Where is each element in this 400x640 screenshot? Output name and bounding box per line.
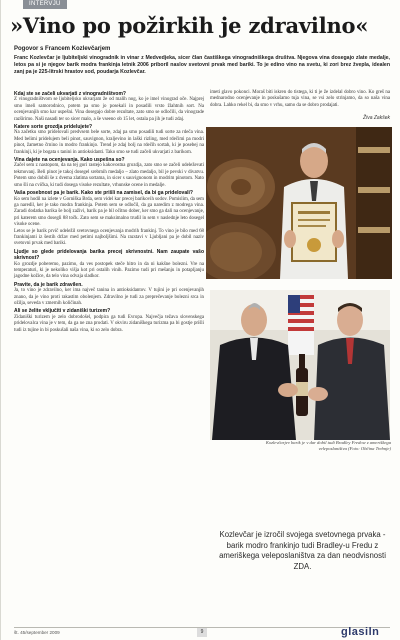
issue-info: št. 45/september 2009 (14, 630, 60, 635)
section-label: INTERVJU (23, 0, 67, 9)
interview-question: Vaša posebnost pa je barik. Kako ste prišli na zamisel, da bi ga pridelovali? (14, 190, 193, 197)
interview-answer: Z vinogradništvom se ljubiteljsko ukvarjam že od malih nog, ko je imel vinograd oče. Najprej smo imeli samorodnico, potem pa smo jo posekali in posadili vrsto žlahtnih sort. Na ocenjevanjih smo kar uspešni. Vina dosegajo dobre rezultate, zato smo se odločili, da vinograde razširimo. Naši nasadi ter so sicer malo, a še vseeno ob 15 let, ostala pa jih je tudi zdaj. (14, 97, 204, 122)
interview-answer: Na začetku smo pridelovali predvsem bele sorte, zdaj pa smo posadili tudi sorte za rdeča vina. Med belimi pridelujem beli pinot, sauvignon, kraljevino in laški rizling, med rdečimi pa modri pinot, žametno črnino in modro frankinjo. Trend je zdaj bolj na rdečih sortah, ki je posebej na frankinji, ki je bogata s tanini in antioksidanti. Tako smo se tudi začeli ukvarjati z barikom. (14, 130, 204, 155)
article-column-right-intro: imeti glavo pokonci. Moraš biti iskren do tistega, ki ti je že izdelal dobro vino. Ko greš na mednarodno ocenjevanje in poskušamo tuja vina, se vsi zelo strinjamo, da so naša vina dobra. Lahko rekel bi, da smo v vrhu, samo da se dobro prodajati. (210, 90, 390, 108)
interview-question: Vina dajete na ocenjevanja. Kako uspešna so? (14, 157, 125, 164)
interview-question: Kdaj ste se začeli ukvarjati z vinogradništvom? (14, 91, 126, 97)
interview-question: Katere sorte grozdja pridelujete? (14, 124, 93, 131)
interview-answer: Ko sem hodil na izlete v Gorniška Brda, sem videl kar precej barikovih sodov. Pomislim, da sem ga naredil, ker je tako modra frankinja. Potem sem se odločil, da ga naredim z modrega vina. Zaradi dodatka barika še bolj zaživi, barik pa je bil očitno dober, ker smo ga dali na ocenjevanje, pri katerem smo dosegli 88 točk. Zato sem se maksimalno trudil in sem v naslednje leto dosegel visoke ocene. (14, 196, 204, 228)
publication-logo: glasiln (341, 626, 380, 638)
article-column-left (14, 90, 204, 334)
headline: »Vino po požirkih je zdravilno« (10, 13, 369, 38)
interview-answer: Letos se je barik prvič udeležil svetovnega ocenjevanja modrih frankinj. To vino je bilo med 68 frankinjami iz šestih držav med petimi najboljšimi. Na razstavi v Ljubljani pa je dobil naziv svetovni prvak med bariki. (14, 228, 204, 247)
interview-question: Pravite, da je barik zdravilen. (14, 281, 83, 288)
photo-bottle-handover (210, 290, 390, 440)
lead-paragraph: Franc Kozlevčar je ljubiteljski vinogradnik in vinar z Medvedjeka, sicer član častiškega vinogradniškega društva. Njegova vina dosegajo zlate medalje, letos pa si je njegov barik modra frankinja letnik 2006 priboril naslov svetovni prvak med bariki. To je edino vino na svetu, ki zori brez žvepla, idealen zanj pa je 225-litrski hrastov sod, poudarja Kozlevčar. (14, 55, 390, 75)
interview-answer: Ja, to vino je zdravilno, ker ima največ tanina in antioksidantov. V tujini je pri ocenjevanjih znano, da je vino proti rakastim obolenjem. Zdravilno je tudi za preprečevanje bolezni srca in ožilja, seveda v zmernih količinah. (14, 288, 204, 306)
subtitle: Pogovor s Francem Kozlevčarjem (14, 46, 111, 52)
interview-answer: Začel sem z nastopom, da na tej gori rastejo kakovostna grozdja, zato smo se začeli udeleževati tekmovanj. Beli pinot je takoj dosegel srebrnih medaljo – zlato medaljo, bil je pevski v divatvu. Potem smo dobili še z dvema zlatima sortama, in sicer s sauvignonom in modrim pinotom. Nato smo šli na cvička, ki tudi dosega visoke rezultate, vrhunske ocene in medalje. (14, 163, 204, 188)
interview-answer: Ko grozdje poberemo, pazimo, da ves postopek steče hitro in da ni kakšne bolezni. Vre na temperaturi, ki je nekoliko višja kot pri ostalih vinih. Pazimo tudi pri mešanju in potapljanju jagodne kožice, da telo vina odvaja sladkor. (14, 261, 204, 280)
page-number: 9 (197, 628, 207, 637)
photo-caption: Kozlevčarjev barik je v dar dobil tudi Bradley Fredow z ameriškega veleposlaništva (Foto: Občina Trebnje) (265, 440, 391, 451)
photo-winemaker-with-certificate (206, 127, 392, 279)
photo-winemaker-illustration (206, 127, 392, 279)
interview-question: Ljudje so glede pridelovanja barika precej skrivnostni. Nam zaupate vašo skrivnost? (14, 248, 204, 262)
author-name: Živa Zakšek (363, 115, 390, 121)
pull-quote: Kozlevčar je izročil svojega svetovnega prvaka - barik modro frankinjo tudi Bradley-u Fredu z ameriškega veleposlaništva za dan neodvisnosti ZDA. (219, 530, 386, 571)
interview-question: Ali se želite vključiti v zidaniški turizem? (14, 308, 111, 315)
interview-answer: Zidaniški turizem je zelo dobrodošel, podpira ga tudi Evropa. Največja težava slovenskega pridelovalca vina je v tem, da ga ne zna prodati. V okviru zidaniškega turizma pa bi gostje prišli tudi iz tujine in bi poskušali naša vina, ki so zelo dobra. (14, 314, 204, 333)
photo-handover-illustration (210, 290, 390, 440)
